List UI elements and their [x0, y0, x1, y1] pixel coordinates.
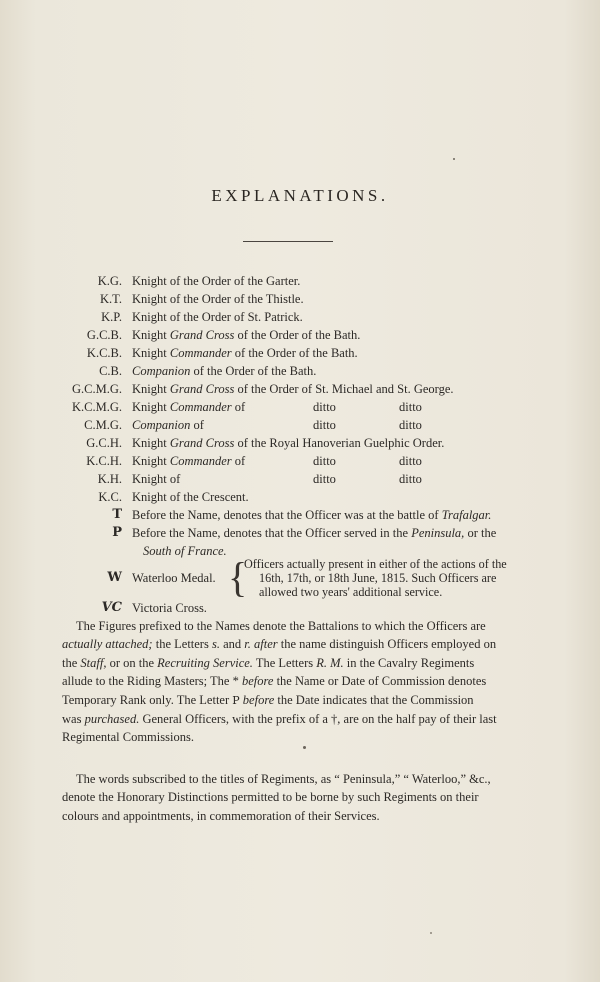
waterloo-label: Waterloo Medal. — [132, 571, 216, 585]
abbreviation-description: Knight of the Crescent. — [132, 490, 249, 504]
abbreviation-code: G.C.B. — [86, 328, 122, 342]
honorary-distinctions-paragraph — [62, 770, 554, 825]
paragraph-line: actually attached; the Letters s. and r. after the name distinguish Officers employed on — [62, 637, 497, 652]
abbreviation-code: G.C.M.G. — [71, 382, 122, 396]
abbreviation-description: Knight of — [132, 472, 181, 486]
abbreviation-code: K.P. — [101, 310, 122, 324]
abbreviation-description: Knight Grand Cross of the Order of St. Michael and St. George. — [132, 382, 454, 396]
ditto-mark: ditto — [399, 418, 422, 432]
abbreviation-description: Companion of — [132, 418, 204, 432]
waterloo-symbol-icon: W — [107, 570, 122, 585]
paragraph-line: was purchased. General Officers, with the prefix of a †, are on the half pay of their last — [62, 712, 497, 727]
trafalgar-description: Before the Name, denotes that the Officer was at the battle of Trafalgar. — [132, 508, 492, 522]
brace-icon: { — [228, 553, 248, 602]
peninsula-description-continued: South of France. — [143, 544, 227, 558]
paragraph-line: Temporary Rank only. The Letter P before the Date indicates that the Commission — [62, 692, 474, 707]
ditto-mark: ditto — [399, 472, 422, 486]
abbreviation-code: K.C.B. — [86, 346, 122, 360]
paragraph-line: denote the Honorary Distinctions permitted to be borne by such Regiments on their — [62, 790, 479, 805]
dagger-icon: † — [331, 712, 338, 727]
ditto-mark: ditto — [313, 472, 336, 486]
abbreviation-code: K.H. — [97, 472, 122, 486]
paragraph-line: The Figures prefixed to the Names denote the Battalions to which the Officers are — [76, 619, 486, 633]
peninsula-symbol-icon: P — [112, 525, 122, 540]
ditto-mark: ditto — [313, 418, 336, 432]
trafalgar-symbol-icon: T — [112, 507, 122, 522]
paragraph-line: allude to the Riding Masters; The * before the Name or Date of Commission denotes — [62, 674, 487, 689]
ditto-mark: ditto — [313, 454, 336, 468]
abbreviation-description: Knight Commander of — [132, 400, 246, 414]
abbreviation-code: C.M.G. — [84, 418, 122, 432]
figures-explanation-paragraph — [62, 617, 554, 747]
abbreviation-code: K.C.M.G. — [71, 400, 122, 414]
waterloo-note-line: allowed two years' additional service. — [259, 585, 443, 599]
paragraph-line: colours and appointments, in commemoration of their Services. — [62, 808, 380, 823]
abbreviation-code: C.B. — [99, 364, 122, 378]
paragraph-line: Regimental Commissions. — [62, 730, 194, 745]
abbreviation-description: Knight Commander of — [132, 454, 246, 468]
page-title: EXPLANATIONS. — [211, 186, 389, 205]
ink-speck — [430, 932, 432, 934]
paragraph-line: The words subscribed to the titles of Regiments, as “ Peninsula,” “ Waterloo,” &c., — [76, 772, 491, 786]
abbreviation-description: Knight Grand Cross of the Order of the Bath. — [132, 328, 361, 342]
abbreviation-code: K.T. — [100, 292, 122, 306]
title-rule — [243, 241, 333, 242]
ink-speck — [453, 158, 455, 160]
abbreviation-code: K.C. — [98, 490, 122, 504]
ink-speck — [303, 746, 306, 749]
abbreviation-description: Knight of the Order of the Thistle. — [132, 292, 304, 306]
ditto-mark: ditto — [399, 400, 422, 414]
bleed-through-decoration — [110, 130, 550, 168]
abbreviation-description: Companion of the Order of the Bath. — [132, 364, 317, 378]
abbreviation-description: Knight of the Order of St. Patrick. — [132, 310, 303, 324]
abbreviation-description: Knight Commander of the Order of the Bath. — [132, 346, 358, 360]
abbreviation-code: G.C.H. — [86, 436, 122, 450]
abbreviation-code: K.C.H. — [86, 454, 122, 468]
abbreviation-description: Knight of the Order of the Garter. — [132, 274, 301, 288]
abbreviation-code: K.G. — [97, 274, 122, 288]
ditto-mark: ditto — [313, 400, 336, 414]
paragraph-line: the Staff, or on the Recruiting Service. The Letters R. M. in the Cavalry Regiments — [62, 655, 475, 670]
victoria-label: Victoria Cross. — [132, 601, 207, 615]
peninsula-description: Before the Name, denotes that the Officer served in the Peninsula, or the — [132, 526, 497, 540]
waterloo-note-line: 16th, 17th, or 18th June, 1815. Such Officers are — [259, 571, 497, 585]
ditto-mark: ditto — [399, 454, 422, 468]
abbreviation-description: Knight Grand Cross of the Royal Hanoverian Guelphic Order. — [132, 436, 445, 450]
victoria-cross-symbol-icon: VC — [101, 600, 122, 615]
waterloo-note-line: Officers actually present in either of the actions of the — [244, 557, 507, 571]
